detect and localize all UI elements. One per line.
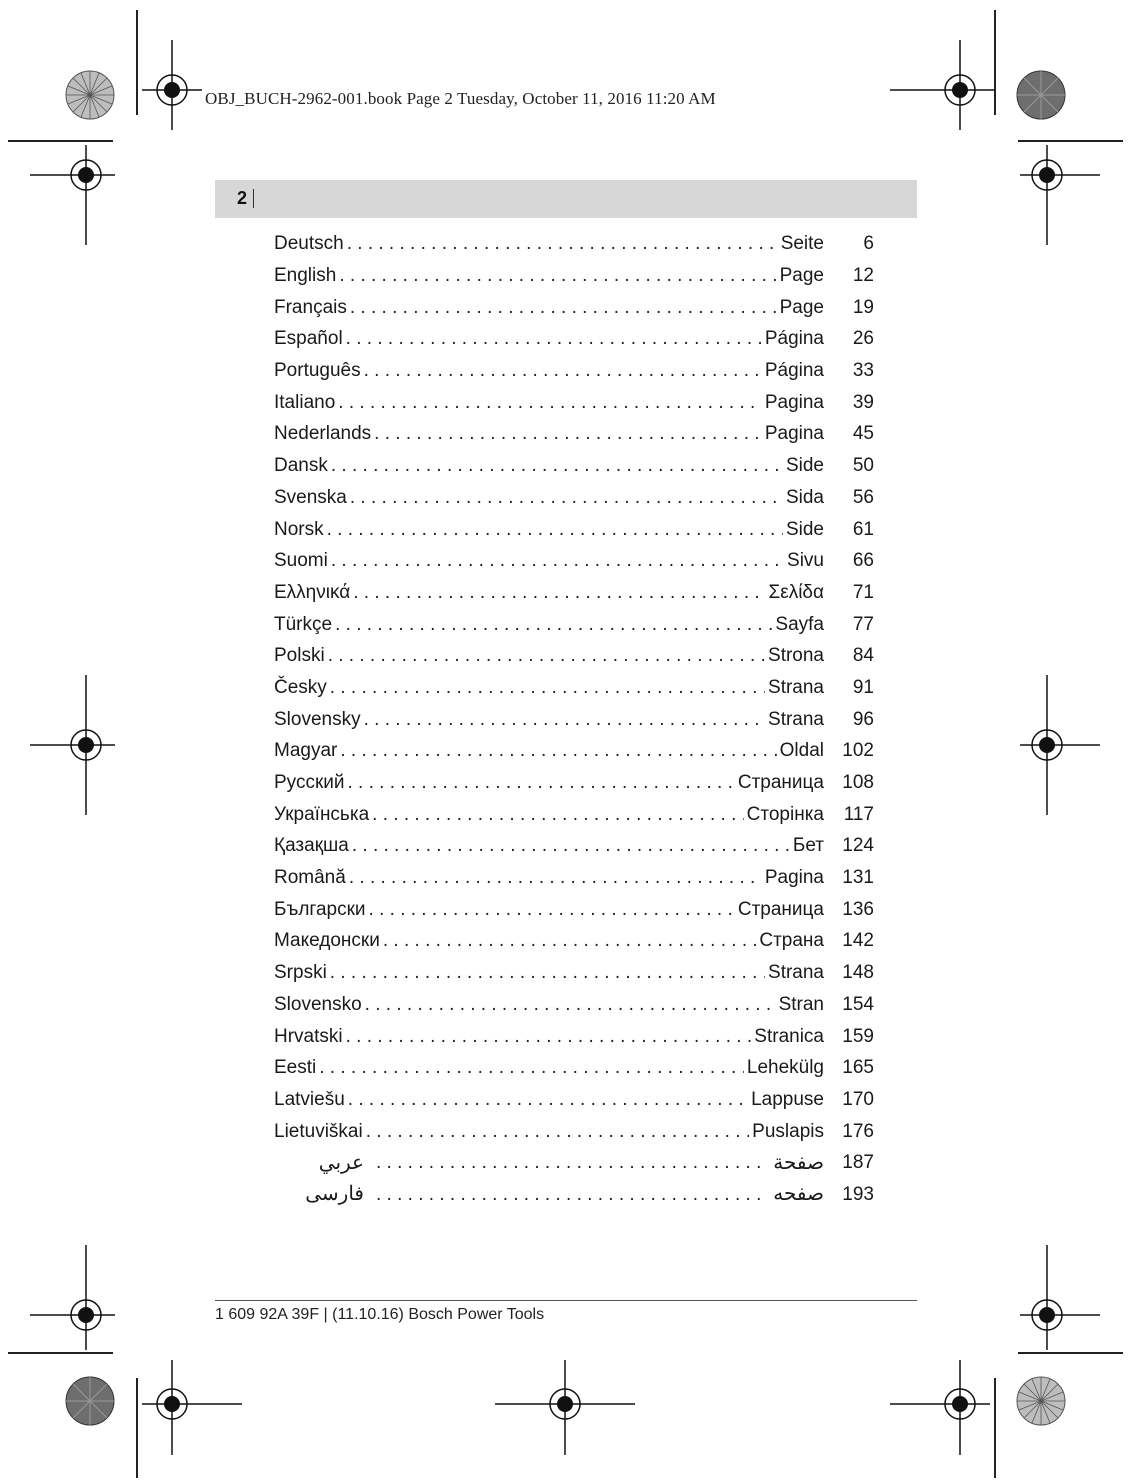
- crop-line-top-left-horizontal: [8, 140, 113, 142]
- toc-page-number: 136: [842, 898, 874, 920]
- toc-page-word: Seite: [780, 233, 824, 255]
- footer-rule: [215, 1300, 917, 1301]
- toc-dot-leader: [383, 931, 757, 950]
- toc-page-number: 91: [852, 676, 874, 698]
- toc-language: عربي: [318, 1151, 364, 1174]
- toc-entry: [274, 228, 874, 260]
- toc-entry: [274, 608, 874, 640]
- page-number: 2: [237, 188, 248, 208]
- toc-entry: [274, 1052, 874, 1084]
- toc-page-number: 19: [852, 296, 874, 318]
- toc-page-number: 26: [852, 328, 874, 350]
- toc-dot-leader: [374, 424, 762, 443]
- toc-dot-leader: [353, 583, 765, 602]
- toc-language: Slovensky: [274, 708, 361, 730]
- toc-page-word: Strona: [768, 645, 824, 667]
- toc-page-number: 39: [852, 391, 874, 413]
- toc-page-number: 71: [852, 581, 874, 603]
- toc-dot-leader: [331, 456, 783, 475]
- toc-language: Українська: [274, 803, 370, 825]
- toc-page-number: 96: [852, 708, 874, 730]
- toc-page-number: 193: [842, 1183, 874, 1205]
- toc-page-word: Sivu: [787, 550, 824, 572]
- toc-entry: [274, 862, 874, 894]
- toc-dot-leader: [365, 995, 776, 1014]
- toc-language: Hrvatski: [274, 1025, 343, 1047]
- page-number-divider: [253, 189, 254, 208]
- toc-dot-leader: [346, 1027, 752, 1046]
- toc-page-word: Stran: [778, 993, 824, 1015]
- registration-mark-icon: [995, 145, 1105, 245]
- toc-dot-leader: [339, 266, 776, 285]
- toc-page-word: Pagina: [764, 867, 824, 889]
- toc-dot-leader: [366, 1122, 749, 1141]
- toc-language: Español: [274, 328, 343, 350]
- toc-page-number: 50: [852, 455, 874, 477]
- toc-language: Norsk: [274, 518, 324, 540]
- toc-page-word: Page: [779, 265, 824, 287]
- toc-page-word: Lehekülg: [746, 1057, 824, 1079]
- toc-entry: [274, 1115, 874, 1147]
- toc-language: Slovensko: [274, 993, 362, 1015]
- toc-page-number: 102: [842, 740, 874, 762]
- toc-page-word: صفحة: [773, 1151, 824, 1174]
- toc-page-number: 170: [842, 1088, 874, 1110]
- toc-page-word: Lappuse: [751, 1088, 824, 1110]
- color-wheel-icon: [65, 1376, 115, 1426]
- toc-page-number: 61: [852, 518, 874, 540]
- footer-text: 1 609 92A 39F | (11.10.16) Bosch Power Tools: [215, 1306, 545, 1323]
- toc-entry: [274, 798, 874, 830]
- toc-page-word: Страница: [737, 898, 824, 920]
- toc-dot-leader: [327, 520, 783, 539]
- toc-page-number: 124: [842, 835, 874, 857]
- registration-mark-icon: [142, 1360, 252, 1460]
- toc-entry: [274, 482, 874, 514]
- print-header: OBJ_BUCH-2962-001.book Page 2 Tuesday, October 11, 2016 11:20 AM: [205, 89, 716, 108]
- toc-dot-leader: [349, 868, 762, 887]
- toc-entry: [274, 291, 874, 323]
- toc-entry: [274, 450, 874, 482]
- toc-page-number: 142: [842, 930, 874, 952]
- toc-language: Қазақша: [274, 835, 349, 857]
- toc-dot-leader: [335, 615, 772, 634]
- toc-page-word: Oldal: [779, 740, 824, 762]
- toc-page-word: Pagina: [764, 423, 824, 445]
- toc-language: Polski: [274, 645, 325, 667]
- toc-entry: [274, 672, 874, 704]
- toc-entry: [274, 1179, 874, 1211]
- toc-page-number: 176: [842, 1120, 874, 1142]
- toc-page-word: Σελίδα: [768, 581, 824, 603]
- registration-mark-icon: [30, 145, 140, 245]
- toc-entry: [274, 545, 874, 577]
- toc-entry: [274, 767, 874, 799]
- toc-page-word: Página: [764, 328, 824, 350]
- toc-dot-leader: [364, 361, 762, 380]
- toc-entry: [274, 355, 874, 387]
- crop-line-bottom-left-vertical: [136, 1378, 138, 1478]
- toc-page-word: Страница: [737, 772, 824, 794]
- toc-page-number: 117: [843, 803, 874, 825]
- toc-page-number: 77: [852, 613, 874, 635]
- toc-language: Türkçe: [274, 613, 333, 635]
- toc-dot-leader: [347, 234, 778, 253]
- toc-page-number: 33: [852, 360, 874, 382]
- toc-dot-leader: [350, 298, 777, 317]
- toc-language: Italiano: [274, 391, 336, 413]
- toc-page-word: Puslapis: [752, 1120, 824, 1142]
- toc-page-number: 84: [852, 645, 874, 667]
- toc-language: Português: [274, 360, 361, 382]
- toc-page-number: 187: [842, 1152, 874, 1174]
- registration-mark-icon: [995, 675, 1105, 815]
- toc-entry: [274, 830, 874, 862]
- toc-page-word: Sida: [785, 486, 824, 508]
- toc-page-number: 108: [842, 772, 874, 794]
- toc-dot-leader: [369, 900, 735, 919]
- toc-dot-leader: [330, 678, 765, 697]
- registration-mark-icon: [30, 675, 140, 815]
- registration-mark-icon: [890, 40, 1000, 150]
- toc-dot-leader: [319, 1058, 744, 1077]
- toc-page-word: Strana: [768, 962, 824, 984]
- toc-language: Latviešu: [274, 1088, 345, 1110]
- toc-entry: [274, 1020, 874, 1052]
- toc-entry: [274, 1147, 874, 1179]
- toc-page-number: 165: [842, 1057, 874, 1079]
- toc-entry: [274, 989, 874, 1021]
- toc-language: Македонски: [274, 930, 380, 952]
- toc-entry: [274, 513, 874, 545]
- registration-mark-icon: [495, 1360, 635, 1460]
- toc-dot-leader: [352, 836, 790, 855]
- toc-dot-leader: [338, 393, 762, 412]
- toc-entry: [274, 735, 874, 767]
- toc-language: Magyar: [274, 740, 338, 762]
- toc-dot-leader: [364, 710, 765, 729]
- toc-page-number: 154: [842, 993, 874, 1015]
- toc-entry: [274, 1084, 874, 1116]
- crop-line-top-right-horizontal: [1018, 140, 1123, 142]
- toc-page-number: 56: [852, 486, 874, 508]
- color-wheel-icon: [1016, 70, 1066, 120]
- toc-page-number: 66: [852, 550, 874, 572]
- registration-mark-icon: [995, 1245, 1105, 1355]
- toc-page-word: Página: [764, 360, 824, 382]
- toc-dot-leader: [328, 646, 765, 665]
- color-wheel-icon: [65, 70, 115, 120]
- toc-language: Lietuviškai: [274, 1120, 363, 1142]
- toc-dot-leader: [348, 1090, 748, 1109]
- toc-dot-leader: [340, 741, 776, 760]
- toc-language: Suomi: [274, 550, 328, 572]
- toc-page-word: Бет: [792, 835, 824, 857]
- toc-page-word: Pagina: [764, 391, 824, 413]
- toc-page-word: Sayfa: [775, 613, 824, 635]
- toc-language: English: [274, 265, 337, 287]
- toc-language: فارسی: [305, 1183, 364, 1206]
- toc-entry: [274, 418, 874, 450]
- page-header-band: [215, 180, 917, 218]
- toc-page-word: Strana: [768, 708, 824, 730]
- toc-page-word: Side: [785, 455, 824, 477]
- table-of-contents: [274, 228, 874, 1210]
- toc-entry: [274, 260, 874, 292]
- toc-entry: [274, 577, 874, 609]
- toc-entry: [274, 323, 874, 355]
- toc-language: Română: [274, 867, 346, 889]
- toc-page-word: Stranica: [754, 1025, 824, 1047]
- toc-entry: [274, 957, 874, 989]
- toc-page-number: 45: [852, 423, 874, 445]
- toc-page-number: 148: [842, 962, 874, 984]
- registration-mark-icon: [30, 1245, 140, 1355]
- registration-mark-icon: [890, 1360, 1000, 1460]
- crop-line-top-left-vertical: [136, 10, 138, 115]
- toc-page-word: Side: [785, 518, 824, 540]
- toc-page-word: Page: [779, 296, 824, 318]
- toc-dot-leader: [350, 488, 783, 507]
- toc-language: Deutsch: [274, 233, 344, 255]
- toc-page-word: Страна: [759, 930, 824, 952]
- toc-entry: [274, 703, 874, 735]
- toc-dot-leader: [376, 1185, 761, 1204]
- toc-dot-leader: [376, 1153, 761, 1172]
- toc-language: Nederlands: [274, 423, 372, 445]
- toc-dot-leader: [348, 773, 735, 792]
- toc-page-word: صفحه: [773, 1183, 824, 1206]
- toc-language: Srpski: [274, 962, 327, 984]
- toc-language: Svenska: [274, 486, 347, 508]
- toc-language: Eesti: [274, 1057, 317, 1079]
- toc-dot-leader: [372, 805, 744, 824]
- toc-page-number: 6: [863, 233, 874, 255]
- toc-dot-leader: [330, 963, 765, 982]
- toc-page-number: 12: [852, 265, 874, 287]
- toc-language: Ελληνικά: [274, 581, 351, 603]
- toc-entry: [274, 386, 874, 418]
- color-wheel-icon: [1016, 1376, 1066, 1426]
- toc-language: Français: [274, 296, 347, 318]
- toc-entry: [274, 893, 874, 925]
- toc-dot-leader: [331, 551, 784, 570]
- toc-page-number: 159: [842, 1025, 874, 1047]
- toc-language: Dansk: [274, 455, 328, 477]
- toc-page-number: 131: [842, 867, 874, 889]
- toc-page-word: Strana: [768, 676, 824, 698]
- toc-language: Česky: [274, 676, 327, 698]
- toc-entry: [274, 925, 874, 957]
- toc-dot-leader: [346, 329, 762, 348]
- toc-language: Български: [274, 898, 366, 920]
- toc-page-word: Сторінка: [746, 803, 824, 825]
- toc-entry: [274, 640, 874, 672]
- toc-language: Русский: [274, 772, 345, 794]
